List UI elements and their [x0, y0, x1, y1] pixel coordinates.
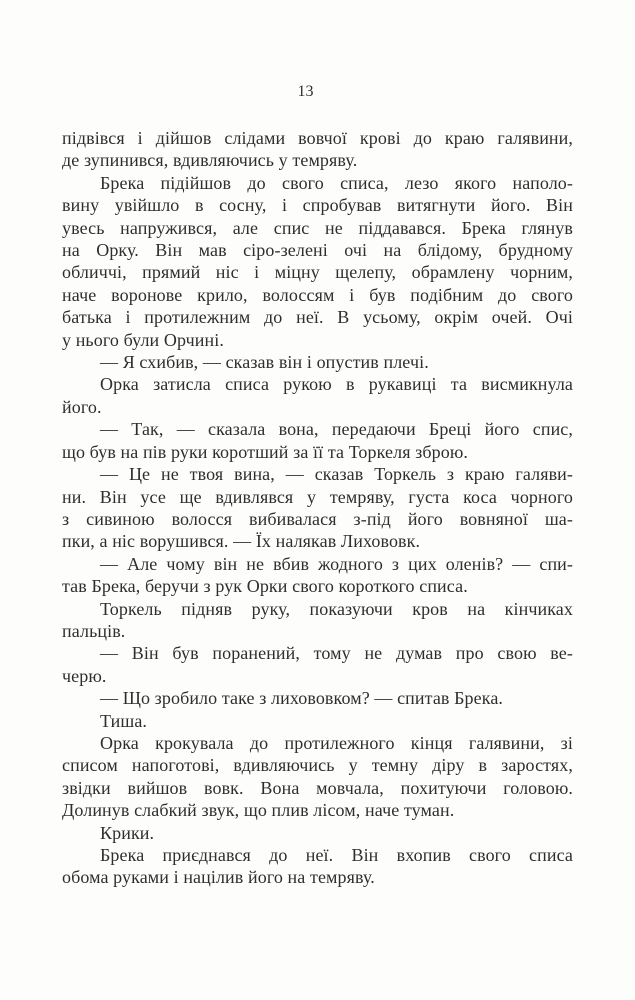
paragraph — [62, 351, 573, 373]
text-line: наче воронове крило, волоссям і був подібним до свого — [62, 284, 573, 305]
text-line: Орка крокувала до протилежного кінця галявини, зі — [100, 732, 573, 753]
paragraph — [62, 822, 573, 844]
text-line: підвівся і дійшов слідами вовчої крові до краю галявини, — [62, 128, 573, 148]
text-line: тав Брека, беручи з рук Орки свого короткого списа. — [62, 576, 468, 597]
paragraph — [62, 553, 573, 598]
text-line: з сивиною волосся вибивалася з-під його вовняної ша- — [62, 508, 573, 529]
text-line: — Це не твоя вина, — сказав Торкель з краю галяви- — [100, 464, 573, 485]
text-line: де зупинився, вдивляючись у темряву. — [62, 150, 358, 171]
text-line: — Що зробило таке з лихововком? — спитав Брека. — [100, 688, 504, 709]
page-number: 13 — [297, 83, 314, 100]
text-line: Брека підійшов до свого списа, лезо якого наполо- — [100, 172, 573, 193]
text-line: — Він був поранений, тому не думав про свою ве- — [100, 643, 573, 664]
paragraph — [62, 642, 573, 687]
text-line: ни. Він усе ще вдивлявся у темряву, густа коса чорного — [62, 486, 573, 507]
text-line: — Я схибив, — сказав він і опустив плечі. — [100, 352, 429, 373]
text-line: списом напоготові, вдивляючись у темну діру в заростях, — [62, 755, 573, 776]
text-line: обличчі, прямий ніс і міцну щелепу, обрамлену чорним, — [62, 262, 573, 283]
paragraph — [62, 687, 573, 709]
text-line: Торкель підняв руку, показуючи кров на кінчиках — [100, 598, 573, 619]
text-line: Крики. — [100, 822, 155, 843]
text-line: обома руками і націлив його на темряву. — [62, 867, 375, 888]
text-line: Долинув слабкий звук, що плив лісом, наче туман. — [62, 800, 455, 821]
paragraph — [62, 127, 573, 172]
text-line: Орка затисла списа рукою в рукавиці та висмикнула — [100, 374, 573, 395]
text-line: Брека приєднався до неї. Він вхопив свого списа — [100, 845, 573, 865]
text-line: — Але чому він не вбив жодного з цих оленів? — спи- — [100, 553, 573, 574]
text-line: звідки вийшов вовк. Вона мовчала, похитуючи головою. — [62, 777, 573, 798]
paragraph — [62, 172, 573, 351]
text-line: черю. — [62, 665, 107, 686]
paragraph — [62, 732, 573, 822]
text-line: Тиша. — [100, 710, 148, 731]
text-line: пальців. — [62, 620, 126, 641]
text-line: на Орку. Він мав сіро-зелені очі на блідому, брудному — [62, 240, 573, 261]
text-line: у нього були Орчині. — [62, 329, 224, 350]
text-line: увесь напружився, але спис не піддавався. Брека глянув — [62, 217, 573, 238]
text-line: що був на пів руки коротший за її та Торкеля зброю. — [62, 441, 468, 462]
text-line: — Так, — сказала вона, передаючи Бреці його спис, — [100, 419, 573, 440]
text-line: його. — [62, 396, 102, 417]
paragraph — [62, 463, 573, 553]
paragraph — [62, 598, 573, 643]
paragraph — [62, 418, 573, 463]
text-line: батька і протилежним до неї. В усьому, окрім очей. Очі — [62, 307, 573, 328]
page-text — [62, 127, 573, 889]
paragraph — [62, 373, 573, 418]
text-line: вину увійшло в сосну, і спробував витягнути його. Він — [62, 195, 573, 216]
paragraph — [62, 844, 573, 889]
text-line: пки, а ніс ворушився. — Їх налякав Лихововк. — [62, 531, 421, 552]
paragraph — [62, 710, 573, 732]
